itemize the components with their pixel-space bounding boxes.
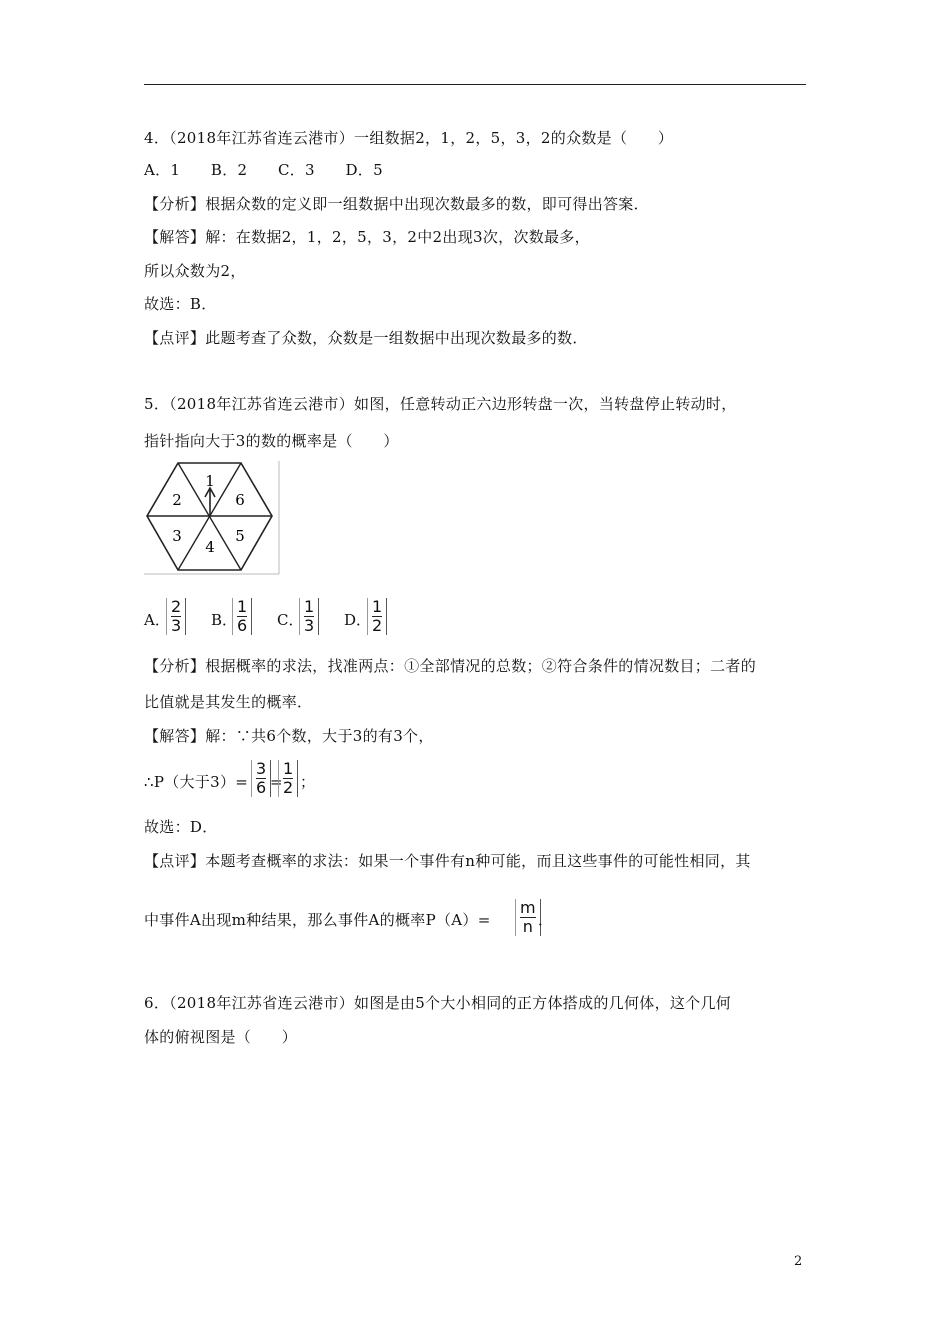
answer-prefix: ∴P（大于3）= <box>144 773 249 791</box>
option-d-fraction: 1 2 <box>367 598 387 635</box>
q6-stem-line-2: 体的俯视图是（ ） <box>144 1028 298 1046</box>
q5-answer-line-3: 故选：D． <box>144 818 218 836</box>
hexagon-spinner-figure <box>144 461 280 577</box>
answer-fraction-1: 3 6 <box>251 760 271 797</box>
q5-comment-line-2 <box>144 910 491 930</box>
header-rule <box>144 84 806 85</box>
answer-suffix: ； <box>300 773 316 791</box>
comment-prefix: 中事件A出现m种结果，那么事件A的概率P（A）= <box>144 911 491 929</box>
page-number: 2 <box>794 1254 803 1269</box>
hex-label: 1 <box>205 472 215 490</box>
option-b-fraction: 1 6 <box>232 598 252 635</box>
hex-label: 4 <box>205 538 215 556</box>
q5-stem-line-2: 指针指向大于3的数的概率是（ ） <box>144 432 399 450</box>
q5-analysis-line-2: 比值就是其发生的概率． <box>144 693 313 711</box>
q5-answer-line-1: 【解答】解：∵共6个数，大于3的有3个， <box>144 727 434 745</box>
q4-analysis: 【分析】根据众数的定义即一组数据中出现次数最多的数，即可得出答案． <box>144 195 649 213</box>
q4-stem: 4．（2018年江苏省连云港市）一组数据2，1，2，5，3，2的众数是（ ） <box>144 129 674 147</box>
hex-label: 5 <box>235 527 245 545</box>
option-label-a: A． <box>144 611 170 629</box>
q4-answer-line-3: 故选：B． <box>144 295 217 313</box>
option-label-d: D． <box>344 611 372 629</box>
option-c-fraction: 1 3 <box>299 598 319 635</box>
hex-label: 6 <box>235 491 245 509</box>
q6-stem-line-1: 6．（2018年江苏省连云港市）如图是由5个大小相同的正方体搭成的几何体，这个几何 <box>144 994 732 1012</box>
comment-fraction: m n <box>515 899 541 936</box>
q5-stem-line-1: 5．（2018年江苏省连云港市）如图，任意转动正六边形转盘一次，当转盘停止转动时， <box>144 395 737 413</box>
comment-suffix: ． <box>538 911 554 929</box>
q4-answer-line-1: 【解答】解：在数据2，1，2，5，3，2中2出现3次，次数最多， <box>144 228 590 246</box>
q4-answer-line-2: 所以众数为2， <box>144 262 246 280</box>
q4-options: A．1 B．2 C．3 D．5 <box>144 161 383 179</box>
option-label-b: B． <box>211 611 238 629</box>
q4-comment: 【点评】此题考查了众数，众数是一组数据中出现次数最多的数． <box>144 329 588 347</box>
answer-fraction-2: 1 2 <box>278 760 298 797</box>
hex-label: 2 <box>172 491 182 509</box>
hex-label: 3 <box>172 527 182 545</box>
option-label-c: C． <box>277 611 304 629</box>
q5-analysis-line-1: 【分析】根据概率的求法，找准两点：①全部情况的总数；②符合条件的情况数目；二者的 <box>144 657 757 675</box>
option-a-fraction: 2 3 <box>166 598 186 635</box>
q5-answer-line-2 <box>144 772 248 792</box>
q5-comment-line-1: 【点评】本题考查概率的求法：如果一个事件有n种可能，而且这些事件的可能性相同，其 <box>144 852 751 870</box>
equals-sign: = <box>270 773 283 791</box>
